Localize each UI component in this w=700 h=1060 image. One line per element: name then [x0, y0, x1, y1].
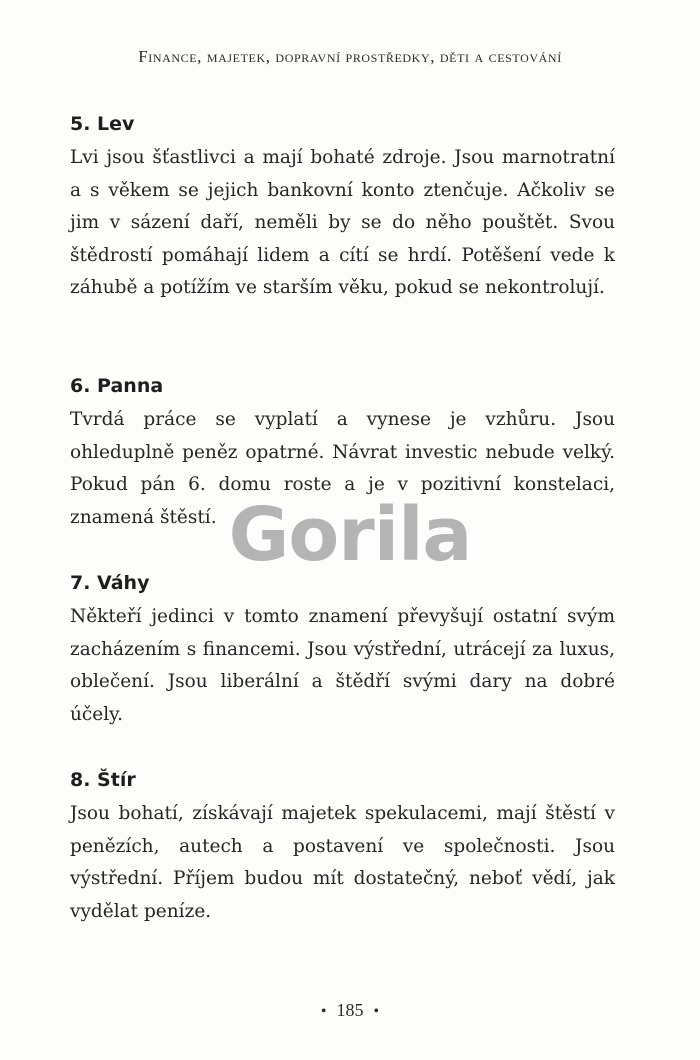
section-body: Jsou bohatí, získávají majetek spekulacemi, mají štěstí v penězích, autech a postavení ve společnosti. Jsou výstřední. Příjem budou mít dostatečný, neboť vědí, jak vydělat peníze. [70, 803, 615, 922]
section-lev [70, 112, 615, 305]
section-heading: 8. Štír [70, 769, 136, 791]
section-heading: 5. Lev [70, 113, 135, 135]
section-body: Tvrdá práce se vyplatí a vynese je vzhůru. Jsou ohleduplně peněz opatrné. Návrat investic nebude velký. Pokud pán 6. domu roste a je v pozitivní konstelaci, znamená štěstí. [70, 409, 615, 528]
running-head: Finance, majetek, dopravní prostředky, děti a cestování [138, 47, 562, 66]
section-vahy [70, 571, 615, 731]
section-heading: 7. Váhy [70, 572, 150, 594]
section-heading: 6. Panna [70, 375, 164, 397]
watermark-logo: Gorila [228, 492, 472, 578]
page-number: 185 [336, 1000, 364, 1020]
section-panna [70, 374, 615, 534]
bullet-icon: • [373, 1003, 380, 1020]
section-body: Lvi jsou šťastlivci a mají bohaté zdroje. Jsou marnotratní a s věkem se jejich bankovní konto ztenčuje. Ačkoliv se jim v sázení daří, neměli by se do něho pouštět. Svou štědrostí pomáhají lidem a cítí se hrdí. Potěšení vede k záhubě a potížím ve starším věku, pokud se nekontrolují. [70, 147, 615, 298]
page-number-footer [0, 1000, 700, 1021]
section-body: Někteří jedinci v tomto znamení převyšují ostatní svým zacházením s financemi. Jsou výstřední, utrácejí za luxus, oblečení. Jsou liberální a štědří svými dary na dobré účely. [70, 606, 615, 725]
section-stir [70, 768, 615, 928]
bullet-icon: • [320, 1003, 327, 1020]
